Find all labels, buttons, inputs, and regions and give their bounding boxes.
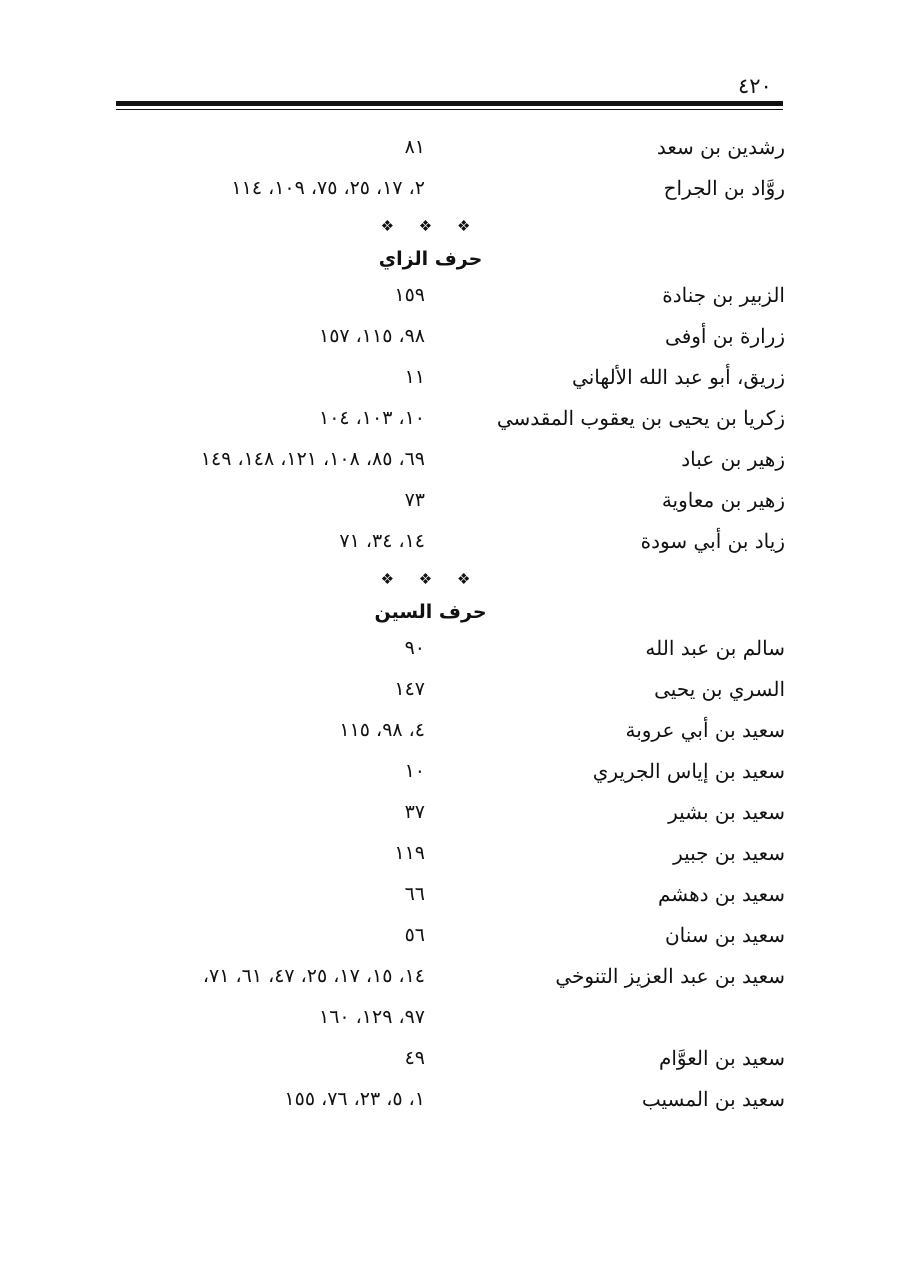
index-entry — [110, 791, 785, 832]
section-heading-seen: حرف السين — [374, 601, 487, 623]
index-entry — [110, 356, 785, 397]
entry-pages: ٧٣ — [404, 488, 425, 511]
entry-name: زكريا بن يحيى بن يعقوب المقدسي — [496, 405, 785, 430]
index-entry — [110, 627, 785, 668]
entry-pages: ٩٧، ١٢٩، ١٦٠ — [318, 1005, 425, 1028]
section-heading-zay: حرف الزاي — [378, 248, 483, 270]
index-entry — [110, 520, 785, 561]
entry-pages: ٦٦ — [404, 882, 425, 905]
entry-pages: ١٠ — [404, 759, 425, 782]
index-entry — [110, 1037, 785, 1078]
entry-name: الزبير بن جنادة — [662, 282, 785, 307]
section-divider-ornament: ❖ ❖ ❖ — [380, 570, 481, 588]
entry-pages: ١٤، ١٥، ١٧، ٢٥، ٤٧، ٦١، ٧١، — [202, 964, 425, 987]
index-entry — [110, 438, 785, 479]
entry-pages: ١١٩ — [394, 841, 425, 864]
entry-pages: ٤٩ — [404, 1046, 425, 1069]
index-entry — [110, 397, 785, 438]
entry-name: سعيد بن جبير — [673, 840, 785, 865]
entry-pages: ٦٩، ٨٥، ١٠٨، ١٢١، ١٤٨، ١٤٩ — [200, 447, 425, 470]
entry-name: سالم بن عبد الله — [645, 635, 785, 660]
index-entry — [110, 315, 785, 356]
entry-name: سعيد بن العوَّام — [658, 1045, 785, 1070]
name-index-list — [110, 126, 785, 1119]
index-entry — [110, 1078, 785, 1119]
entry-pages: ٤، ٩٨، ١١٥ — [339, 718, 425, 741]
entry-pages: ١٤، ٣٤، ٧١ — [339, 529, 425, 552]
entry-name: زرارة بن أوفى — [665, 323, 785, 348]
entry-name: زريق، أبو عبد الله الألهاني — [572, 364, 785, 389]
entry-name: زهير بن معاوية — [661, 487, 785, 512]
entry-name: سعيد بن المسيب — [641, 1086, 785, 1111]
entry-pages: ٩٠ — [404, 636, 425, 659]
entry-name: سعيد بن بشير — [668, 799, 785, 824]
index-entry — [110, 709, 785, 750]
entry-pages: ١٥٩ — [394, 283, 425, 306]
index-entry — [110, 668, 785, 709]
entry-pages: ٣٧ — [404, 800, 425, 823]
header-rule-thin — [116, 109, 783, 110]
entry-name: سعيد بن عبد العزيز التنوخي — [555, 963, 785, 988]
entry-pages: ٥٦ — [404, 923, 425, 946]
index-entry-continuation — [110, 996, 785, 1037]
entry-name: السري بن يحيى — [654, 676, 785, 701]
index-entry — [110, 832, 785, 873]
entry-pages: ١٤٧ — [394, 677, 425, 700]
entry-pages: ١، ٥، ٢٣، ٧٦، ١٥٥ — [284, 1087, 425, 1110]
entry-pages: ٩٨، ١١٥، ١٥٧ — [318, 324, 425, 347]
entry-name: سعيد بن دهشم — [657, 881, 785, 906]
index-entry — [110, 873, 785, 914]
index-entry — [110, 126, 785, 167]
entry-name: زياد بن أبي سودة — [640, 528, 785, 553]
entry-pages: ١٠، ١٠٣، ١٠٤ — [318, 406, 425, 429]
index-entry — [110, 479, 785, 520]
entry-pages: ٢، ١٧، ٢٥، ٧٥، ١٠٩، ١١٤ — [231, 176, 425, 199]
entry-pages: ١١ — [404, 365, 425, 388]
index-entry — [110, 955, 785, 996]
page-number: ٤٢٠ — [738, 74, 772, 98]
index-entry — [110, 167, 785, 208]
header-rule-thick — [116, 101, 783, 106]
entry-name: رشدين بن سعد — [656, 134, 785, 159]
index-entry — [110, 274, 785, 315]
entry-name: سعيد بن سنان — [664, 922, 785, 947]
entry-name: سعيد بن أبي عروبة — [625, 717, 785, 742]
section-divider-ornament: ❖ ❖ ❖ — [380, 217, 481, 235]
entry-name: روَّاد بن الجراح — [663, 175, 785, 200]
entry-name: سعيد بن إياس الجريري — [592, 758, 785, 783]
index-entry — [110, 914, 785, 955]
entry-pages: ٨١ — [404, 135, 425, 158]
entry-name: زهير بن عباد — [681, 446, 785, 471]
index-entry — [110, 750, 785, 791]
